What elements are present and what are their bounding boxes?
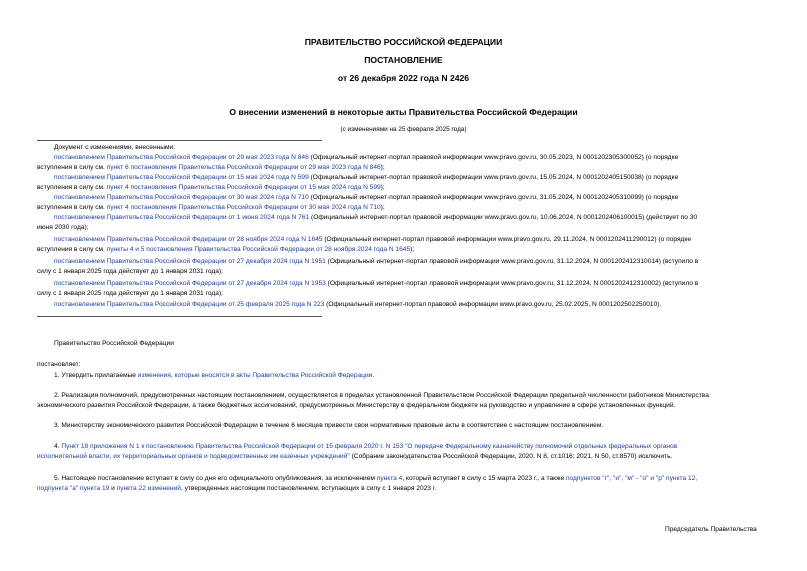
change-link-1953[interactable]: постановлением Правительства Российской Федерации от 27 декабря 2024 года N 1953 bbox=[54, 280, 326, 287]
change-entry-4 bbox=[54, 213, 697, 223]
change-link-223[interactable]: постановлением Правительства Российской Федерации от 25 февраля 2025 года N 223 bbox=[54, 301, 325, 308]
paragraph-2-line-1: 2. Реализация полномочий, предусмотренных настоящим постановлением, осуществляется в пределах установленной Правительством Российской Федерации предельной численности работников Министерства bbox=[54, 392, 709, 399]
change-note: силу с 1 января 2025 года действует до 1 января 2031 года); bbox=[37, 290, 223, 297]
change-note: вступления в силу см. bbox=[37, 184, 107, 191]
p5-text: , утвержденных настоящим постановлением, вступающих в силу с 1 января 2023 г. bbox=[180, 485, 437, 492]
revision-note: (с изменениями на 25 февраля 2025 года) bbox=[340, 126, 467, 133]
change-source: (Официальный интернет-портал правовой информации www.pravo.gov.ru, 30.05.2023, N 0001202305300052) (о порядке bbox=[308, 154, 679, 161]
doc-type: ПОСТАНОВЛЕНИЕ bbox=[364, 55, 443, 65]
change-entry-5-cont bbox=[37, 245, 414, 255]
change-note-link[interactable]: пункты 4 и 5 постановления Правительства Российской Федерации от 28 ноября 2024 года N 1645 bbox=[106, 246, 411, 253]
item-4-link[interactable]: пункта 4 bbox=[376, 475, 403, 482]
change-link-1951[interactable]: постановлением Правительства Российской Федерации от 27 декабря 2024 года N 1951 bbox=[54, 258, 326, 265]
p4-number: 4. bbox=[54, 443, 62, 450]
change-source: (Официальный интернет-портал правовой информации www.pravo.gov.ru, 25.02.2025, N 0001202502250010). bbox=[324, 301, 662, 308]
change-entry-2-cont bbox=[37, 183, 385, 193]
doc-date: от 26 декабря 2022 года N 2426 bbox=[337, 73, 470, 83]
change-source: (Официальный интернет-портал правовой информации www.pravo.gov.ru, 10.06.2024, N 0001202406100015) (действует по 30 bbox=[309, 214, 698, 221]
change-entry-2 bbox=[54, 173, 678, 183]
paragraph-1 bbox=[54, 371, 374, 381]
item-22-link[interactable]: пункта 22 изменений bbox=[116, 485, 181, 492]
change-link-761[interactable]: постановлением Правительства Российской Федерации от 1 июня 2024 года N 761 bbox=[54, 214, 310, 221]
change-note: вступления в силу см. bbox=[37, 164, 107, 171]
decree-153-link[interactable]: Пункт 18 приложения N 1 к постановлению Правительства Российской Федерации от 15 февраля 2020 г. N 153 "О передаче Федеральному казначейству полномочий отдельных федеральных органов bbox=[61, 443, 678, 450]
paragraph-2-line-2: экономического развития Российской Федерации, а также бюджетных ассигнований, предусмотренных Министерству в федеральном бюджете на руководство и управление в сфере установленных функций. bbox=[37, 402, 676, 409]
change-entry-7-cont bbox=[37, 289, 223, 299]
change-link-1645[interactable]: постановлением Правительства Российской Федерации от 28 ноября 2024 года N 1645 bbox=[54, 236, 323, 243]
punct: , bbox=[695, 475, 698, 482]
punct: ); bbox=[380, 184, 385, 191]
punct: ); bbox=[380, 164, 385, 171]
government-title: ПРАВИТЕЛЬСТВО РОССИЙСКОЙ ФЕДЕРАЦИИ bbox=[304, 37, 503, 47]
subitems-12-link[interactable]: подпунктов "г", "и", "м" - "о" и "р" пункта 12 bbox=[565, 475, 696, 482]
change-entry-1 bbox=[54, 153, 678, 163]
change-note: силу с 1 января 2025 года действует до 1 января 2031 года); bbox=[37, 268, 223, 275]
p5-text: 5. Настоящее постановление вступает в силу со дня его официального опубликования, за исключением bbox=[54, 475, 377, 482]
change-note: вступления в силу см. bbox=[37, 246, 107, 253]
top-divider bbox=[37, 140, 322, 141]
change-note-link[interactable]: пункт 4 постановления Правительства Российской Федерации от 15 мая 2024 года N 599 bbox=[106, 184, 381, 191]
change-entry-7 bbox=[54, 279, 698, 289]
p5-text: и bbox=[109, 485, 117, 492]
decides: постановляет: bbox=[37, 361, 81, 368]
change-entry-8 bbox=[54, 300, 661, 310]
changes-intro: Документ с изменениями, внесенными: bbox=[54, 144, 176, 151]
change-note-link[interactable]: пункт 6 постановления Правительства Российской Федерации от 29 мая 2023 года N 846 bbox=[106, 164, 381, 171]
change-source: (Официальный интернет-портал правовой информации www.pravo.gov.ru, 15.05.2024, N 0001202405150038) (о порядке bbox=[308, 174, 679, 181]
change-entry-5 bbox=[54, 235, 691, 245]
decree-153-link-cont[interactable]: исполнительной власти, их территориальных органов и подведомственных им казенных учреждений" bbox=[37, 453, 350, 460]
paragraph-4-line-1 bbox=[54, 442, 677, 452]
subitem-19-link[interactable]: подпункта "а" пункта 19 bbox=[37, 485, 110, 492]
change-entry-3-cont bbox=[37, 203, 385, 213]
doc-title: О внесении изменений в некоторые акты Правительства Российской Федерации bbox=[229, 107, 578, 117]
change-link-599[interactable]: постановлением Правительства Российской Федерации от 15 мая 2024 года N 599 bbox=[54, 174, 309, 181]
change-note: вступления в силу см. bbox=[37, 204, 107, 211]
change-entry-3 bbox=[54, 193, 678, 203]
change-source: (Официальный интернет-портал правовой информации www.pravo.gov.ru, 29.11.2024, N 0001202411290012) (о порядке bbox=[322, 236, 692, 243]
change-source: (Официальный интернет-портал правовой информации www.pravo.gov.ru, 31.05.2024, N 0001202405310099) (о порядке bbox=[308, 194, 679, 201]
change-entry-1-cont bbox=[37, 163, 385, 173]
punct: . bbox=[372, 372, 375, 379]
change-entry-6 bbox=[54, 257, 698, 267]
amendments-link[interactable]: изменения, которые вносятся в акты Правительства Российской Федерации bbox=[137, 372, 373, 379]
change-source: (Официальный интернет-портал правовой информации www.pravo.gov.ru, 31.12.2024, N 0001202412310014) (вступило в bbox=[325, 258, 699, 265]
punct: ); bbox=[410, 246, 415, 253]
paragraph-5-line-1 bbox=[54, 474, 697, 484]
change-source: (Официальный интернет-портал правовой информации www.pravo.gov.ru, 31.12.2024, N 0001202412310002) (вступило в bbox=[325, 280, 699, 287]
paragraph-3: 3. Министерству экономического развития Российской Федерации в течение 6 месяцев привести свои нормативные правовые акты в соответствие с настоящим постановлением. bbox=[54, 422, 604, 429]
p1-text: 1. Утвердить прилагаемые bbox=[54, 372, 138, 379]
change-entry-6-cont bbox=[37, 267, 223, 277]
signature: Председатель Правительства bbox=[665, 526, 757, 533]
punct: ); bbox=[380, 204, 385, 211]
change-note: июня 2030 года); bbox=[37, 224, 89, 231]
p5-text: , который вступает в силу с 15 марта 2023 г., а также bbox=[402, 475, 566, 482]
change-entry-4-cont bbox=[37, 223, 89, 233]
paragraph-4-line-2 bbox=[37, 452, 672, 462]
change-link-710[interactable]: постановлением Правительства Российской Федерации от 30 мая 2024 года N 710 bbox=[54, 194, 309, 201]
bottom-divider bbox=[37, 316, 322, 317]
issuer: Правительство Российской Федерации bbox=[54, 340, 174, 347]
p4-end: (Собрание законодательства Российской Федерации, 2020, N 8, ст.1016; 2021, N 50, ст.8570) исключить. bbox=[349, 453, 673, 460]
change-link-846[interactable]: постановлением Правительства Российской Федерации от 29 мая 2023 года N 846 bbox=[54, 154, 309, 161]
paragraph-5-line-2 bbox=[37, 484, 436, 494]
change-note-link[interactable]: пункт 4 постановления Правительства Российской Федерации от 30 мая 2024 года N 710 bbox=[106, 204, 381, 211]
